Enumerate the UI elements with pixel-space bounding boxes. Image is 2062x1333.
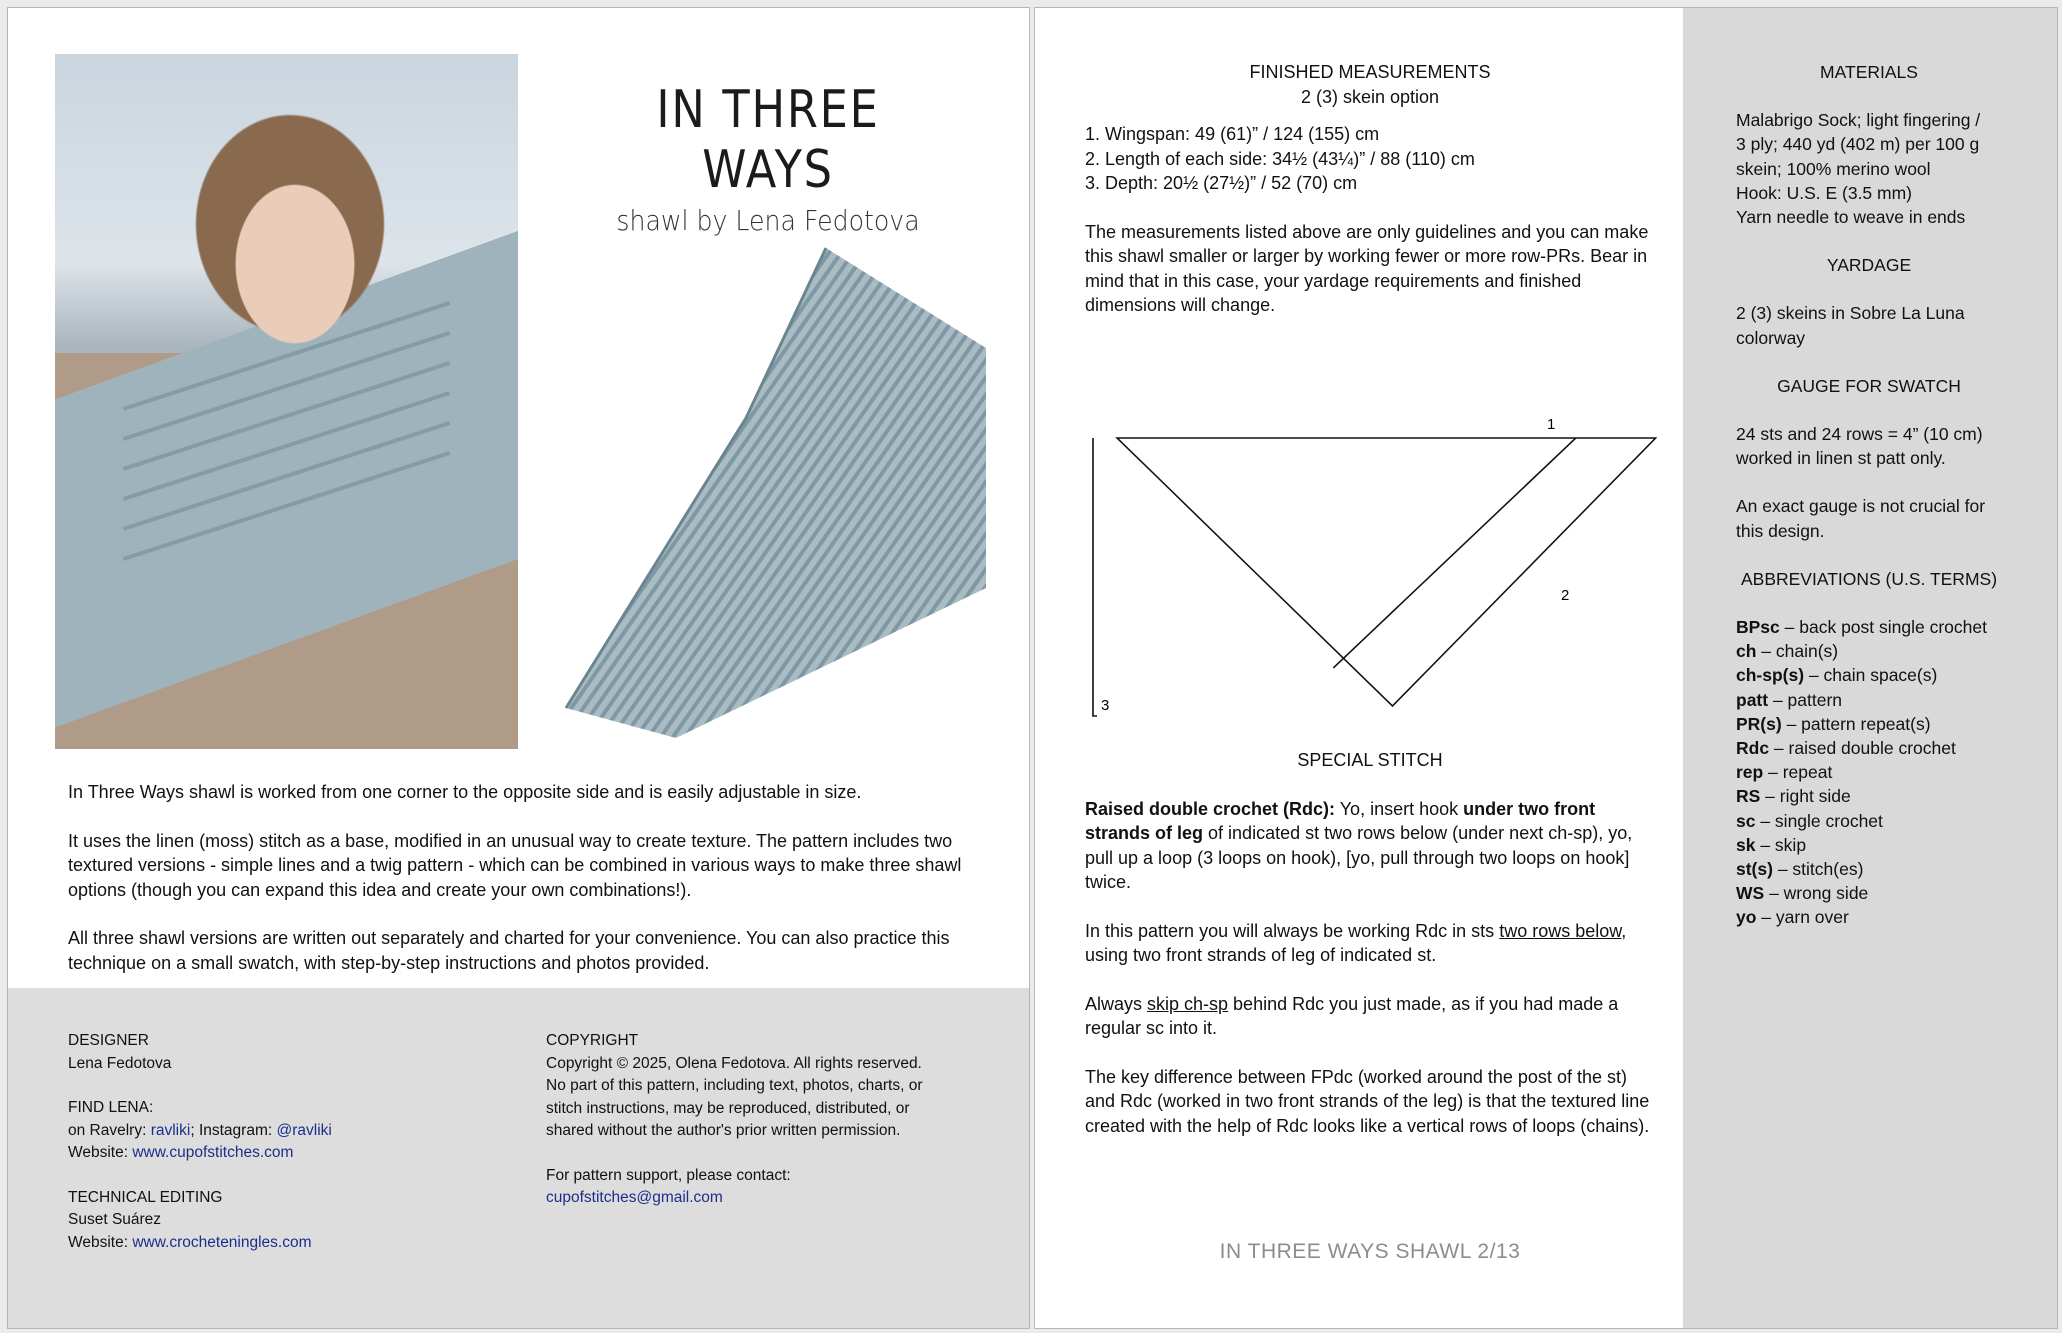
abbreviation-item [1736, 712, 2002, 736]
abbreviation-item [1736, 881, 2002, 905]
abbreviation-term: ch [1736, 641, 1757, 662]
label-depth: 3 [1101, 697, 1110, 714]
gauge-note-line: An exact gauge is not crucial for [1736, 496, 1986, 517]
social-line [68, 1120, 508, 1143]
abbreviation-item [1736, 833, 2002, 857]
abbreviation-item [1736, 760, 2002, 784]
abbreviation-term: sc [1736, 810, 1756, 831]
abbreviation-term: ch-sp(s) [1736, 665, 1805, 686]
finished-subheading: 2 (3) skein option [1300, 86, 1440, 107]
abbreviation-desc: – single crochet [1755, 810, 1883, 831]
abbreviation-term: st(s) [1736, 859, 1773, 880]
designer-name: Lena Fedotova [68, 1054, 172, 1072]
measurement-item: 3. Depth: 20½ (27½)” / 52 (70) cm [1085, 173, 1358, 193]
abbreviation-item [1736, 736, 2002, 760]
page-right [1034, 7, 2058, 1329]
special-stitch-paragraph: The key difference between FPdc (worked around the post of the st) and Rdc (worked in two front strands of the leg) is that the textured line created with the help of Rdc looks like a vertical rows of loops (chains). [1085, 1066, 1650, 1136]
intro-paragraph: In Three Ways shawl is worked from one corner to the opposite side and is easily adjustable in size. [68, 782, 862, 802]
copyright-column [546, 1030, 986, 1232]
editing-heading: TECHNICAL EDITING [68, 1188, 223, 1206]
abbreviation-item [1736, 688, 2002, 712]
abbreviation-desc: – pattern [1768, 689, 1843, 710]
ravelry-link[interactable]: ravliki [150, 1121, 191, 1139]
materials-heading: MATERIALS [1820, 62, 1918, 82]
materials-sidebar [1683, 8, 2057, 1328]
measurements-list [1085, 122, 1655, 196]
gauge-line: worked in linen st patt only. [1736, 448, 1946, 469]
abbreviation-desc: – pattern repeat(s) [1781, 713, 1931, 734]
copyright-line: shared without the author's prior written permission. [546, 1122, 901, 1139]
text-run: In this pattern you will always be working Rdc in sts [1085, 920, 1500, 941]
special-stitch-paragraph [1085, 919, 1655, 968]
abbreviation-term: sk [1736, 834, 1756, 855]
abbreviation-term: yo [1736, 907, 1757, 928]
yardage-line: 2 (3) skeins in Sobre La Luna [1736, 303, 1965, 324]
yardage-text [1736, 301, 2002, 349]
gauge-heading: GAUGE FOR SWATCH [1777, 375, 1961, 396]
measurements-note: The measurements listed above are only guidelines and you can make this shawl smaller or larger by working fewer or more row-PRs. Bear in mind that in this case, your yardage requirements and finished dimensions will change. [1085, 221, 1649, 315]
special-stitch-section [1085, 748, 1655, 1138]
copyright-line: No part of this pattern, including text, photos, charts, or [546, 1077, 923, 1094]
copyright-line: stitch instructions, may be reproduced, distributed, or [546, 1099, 910, 1117]
abbreviation-item [1736, 639, 2002, 663]
instagram-link[interactable]: @ravliki [276, 1121, 332, 1139]
abbreviation-desc: – back post single crochet [1779, 617, 1987, 638]
gauge-note-line: this design. [1736, 520, 1825, 541]
measurement-item: 1. Wingspan: 49 (61)” / 124 (155) cm [1085, 124, 1380, 144]
abbreviation-desc: – stitch(es) [1772, 859, 1864, 880]
gauge-line: 24 sts and 24 rows = 4” (10 cm) [1736, 424, 1983, 445]
abbreviation-desc: – right side [1760, 786, 1851, 807]
bold-term: under two front strands of leg [1085, 798, 1596, 843]
pattern-title: IN THREE WAYS [656, 80, 880, 200]
support-email-link[interactable]: cupofstitches@gmail.com [546, 1189, 723, 1206]
editor-name: Suset Suárez [68, 1211, 162, 1228]
abbreviation-term: rep [1736, 762, 1764, 783]
support-text: For pattern support, please contact: [546, 1166, 791, 1184]
shawl-schematic-diagram [1087, 408, 1657, 723]
abbreviation-desc: – raised double crochet [1769, 738, 1956, 759]
copyright-line: Copyright © 2025, Olena Fedotova. All rights reserved. [546, 1054, 922, 1072]
editor-website-line [68, 1232, 508, 1255]
title-block [568, 80, 968, 237]
materials-line: 3 ply; 440 yd (402 m) per 100 g [1736, 134, 1980, 155]
website-label: Website: [68, 1144, 133, 1161]
text-run: of indicated st two rows below (under next ch-sp), yo, pull up a loop (3 loops on hook), [yo, pull through two loops on hook] twice. [1085, 823, 1633, 892]
page-footer: IN THREE WAYS SHAWL 2/13 [1219, 1240, 1521, 1263]
special-stitch-heading: SPECIAL STITCH [1297, 750, 1443, 770]
text-run: Yo, insert hook [1335, 798, 1464, 819]
text-run: Always [1085, 993, 1148, 1014]
intro-paragraph: It uses the linen (moss) stitch as a base, modified in an unusual way to create texture. The pattern includes two textured versions - simple lines and a twig pattern - which can be combined in various ways to make three shawl options (though you can expand this idea and create your own combinations!). [68, 830, 962, 900]
label-wingspan: 1 [1547, 416, 1556, 433]
abbreviation-item [1736, 809, 2002, 833]
website-link[interactable]: www.cupofstitches.com [132, 1144, 294, 1161]
abbreviation-term: BPsc [1736, 617, 1780, 638]
abbreviation-term: patt [1736, 689, 1769, 710]
abbreviation-desc: – skip [1755, 834, 1807, 855]
photo-woman-wearing-shawl [55, 54, 518, 749]
website-line [68, 1142, 508, 1165]
instagram-label: ; Instagram: [190, 1121, 277, 1139]
abbreviation-item [1736, 857, 2002, 881]
credits-footer [8, 988, 1029, 1328]
underlined-text: two rows below, [1499, 920, 1627, 941]
label-side: 2 [1561, 587, 1570, 604]
abbreviation-term: RS [1736, 786, 1761, 807]
yardage-heading: YARDAGE [1826, 255, 1912, 276]
intro-text [68, 780, 998, 999]
abbreviation-desc: – chain(s) [1756, 641, 1839, 662]
materials-line: skein; 100% merino wool [1736, 158, 1931, 179]
text-run: behind Rdc you just made, as if you had made a regular sc into it. [1085, 993, 1619, 1038]
shawl-outline [1117, 438, 1656, 706]
abbreviation-desc: – wrong side [1764, 883, 1869, 904]
underlined-text: skip ch-sp [1147, 993, 1229, 1014]
gauge-text [1736, 422, 2002, 470]
abbreviation-desc: – chain space(s) [1804, 665, 1938, 686]
materials-list [1736, 108, 2002, 229]
text-run: using two front strands of leg of indicated st. [1085, 945, 1437, 965]
bold-term: Raised double crochet (Rdc): [1085, 798, 1336, 819]
abbreviations-heading: ABBREVIATIONS (U.S. TERMS) [1740, 568, 1998, 589]
abbreviation-item [1736, 784, 2002, 808]
abbreviation-item [1736, 905, 2002, 929]
special-stitch-paragraph [1085, 797, 1655, 895]
finished-heading: FINISHED MEASUREMENTS [1249, 62, 1491, 82]
pattern-subtitle: shawl by Lena Fedotova [616, 204, 920, 237]
abbreviation-item [1736, 663, 2002, 687]
ravelry-label: on Ravelry: [68, 1121, 151, 1139]
abbreviation-desc: – yarn over [1756, 907, 1849, 928]
depth-line [1093, 438, 1097, 716]
editor-website-link[interactable]: www.crocheteningles.com [132, 1233, 312, 1251]
finished-measurements-section [1085, 60, 1655, 318]
credits-column [68, 1030, 508, 1276]
yardage-line: colorway [1736, 327, 1806, 348]
photo-folded-shawl [556, 238, 986, 748]
abbreviation-term: WS [1736, 883, 1765, 904]
abbreviations-list [1736, 615, 2002, 930]
inner-line [1333, 438, 1576, 668]
special-stitch-paragraph [1085, 992, 1655, 1041]
intro-paragraph: All three shawl versions are written out separately and charted for your convenience. You can also practice this technique on a small swatch, with step-by-step instructions and photos provided. [68, 928, 950, 973]
materials-line: Malabrigo Sock; light fingering / [1736, 110, 1981, 131]
copyright-heading: COPYRIGHT [546, 1032, 639, 1049]
editor-website-label: Website: [68, 1233, 133, 1251]
page-left [7, 7, 1030, 1329]
materials-line: Yarn needle to weave in ends [1736, 207, 1966, 228]
abbreviation-term: PR(s) [1736, 713, 1782, 734]
find-heading: FIND LENA: [68, 1099, 154, 1116]
abbreviation-item [1736, 615, 2002, 639]
abbreviation-desc: – repeat [1763, 762, 1833, 783]
designer-heading: DESIGNER [68, 1032, 149, 1049]
gauge-note [1736, 494, 2002, 542]
materials-line: Hook: U.S. E (3.5 mm) [1736, 182, 1913, 203]
measurement-item: 2. Length of each side: 34½ (43¼)” / 88 (110) cm [1085, 148, 1475, 169]
abbreviation-term: Rdc [1736, 738, 1770, 759]
